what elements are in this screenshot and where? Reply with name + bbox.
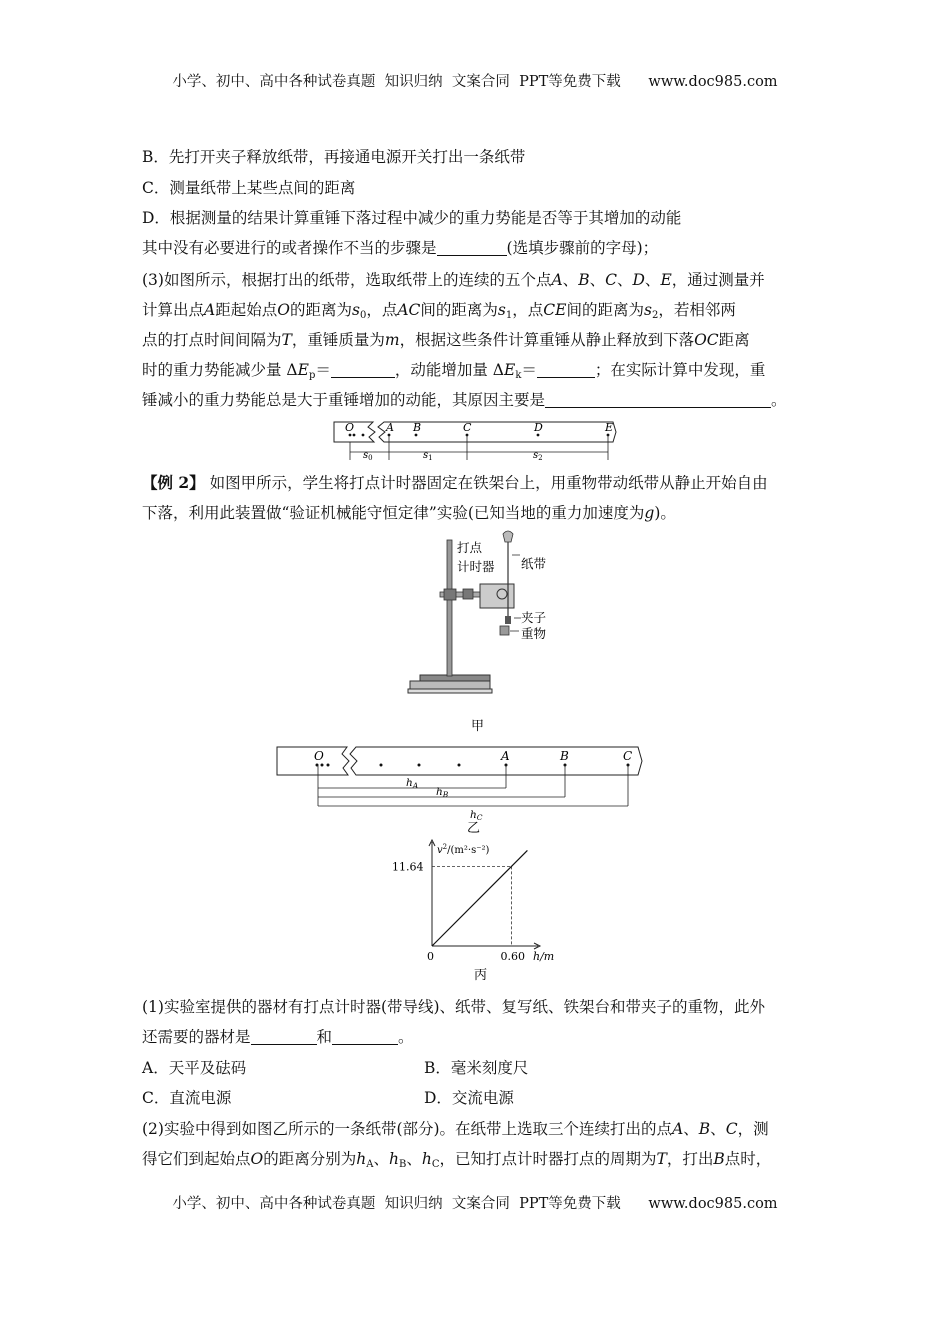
step-c: C．测量纸带上某些点间的距离	[142, 179, 356, 197]
x-tick-label: 0.60	[500, 950, 525, 963]
v2-h-chart	[390, 838, 570, 983]
example2-line-2: 下落，利用此装置做“验证机械能守恒定律”实验(已知当地的重力加速度为g)。	[142, 504, 676, 522]
var: E	[660, 271, 672, 289]
dim-hb: hB	[436, 786, 449, 799]
q1-line-2: 还需要的器材是 和 。	[142, 1028, 414, 1046]
var: A	[551, 271, 563, 289]
q3-line-5: 锤减小的重力势能总是大于重锤增加的动能，其原因主要是 。	[142, 391, 787, 409]
tape1-label-c: C	[463, 421, 472, 434]
ep-blank[interactable]	[331, 362, 395, 379]
option-b: B．毫米刻度尺	[424, 1059, 529, 1077]
paper-tape-figure-1	[330, 418, 625, 462]
var: B	[578, 271, 590, 289]
tape1-label-b: B	[413, 421, 422, 434]
dim-s2: $s_2$	[533, 450, 543, 462]
origin-label: 0	[427, 950, 434, 963]
dim-hc: hC	[470, 809, 483, 822]
example2-line-1: 【例 2】 如图甲所示，学生将打点计时器固定在铁架台上，用重物带动纸带从静止开始自由	[142, 473, 768, 492]
tape2-label-b: B	[560, 749, 569, 763]
caption-bing: 丙	[474, 968, 488, 983]
tape-dot	[362, 434, 365, 437]
apparatus-figure	[400, 530, 560, 735]
label-timer-2: 计时器	[457, 559, 495, 574]
tape-dot	[353, 434, 356, 437]
dim-ha: hA	[406, 777, 419, 790]
tape1-label-a: A	[386, 421, 394, 434]
ek-blank[interactable]	[537, 362, 595, 379]
tape2-label-a: A	[501, 749, 510, 763]
tape1-label-o: O	[345, 421, 355, 434]
caption-jia: 甲	[471, 719, 485, 734]
y-tick-label: 11.64	[392, 860, 424, 874]
caption-yi: 乙	[467, 821, 481, 835]
label-tape: 纸带	[521, 556, 547, 571]
equipment-blank-2[interactable]	[332, 1029, 398, 1046]
tape1-label-e: E	[605, 421, 614, 434]
q1-line-1: (1)实验室提供的器材有打点计时器(带导线)、纸带、复写纸、铁架台和带夹子的重物，此外	[142, 998, 766, 1016]
q3-line-1: (3)如图所示，根据打出的纸带，选取纸带上的连续的五个点A、B、C、D、E，通过测量并	[142, 271, 765, 289]
tape1-label-d: D	[534, 421, 543, 434]
page-header: 小学、初中、高中各种试卷真题 知识归纳 文案合同 PPT等免费下载 www.doc985.com	[172, 74, 778, 90]
option-c: C．直流电源	[142, 1089, 232, 1107]
label-timer-1: 打点	[457, 540, 483, 555]
q3-line-3: 点的打点时间间隔为T，重锤质量为m，根据这些条件计算重锤从静止释放到下落OC距离	[142, 331, 750, 349]
q3-line-2: 计算出点A距起始点O的距离为$s_0$，点AC间的距离为$s_1$，点CE间的距离为$s_2$，若相邻两	[142, 301, 736, 321]
tape-dot	[537, 434, 540, 437]
var: C	[605, 271, 617, 289]
q3-line-4: 时的重力势能减少量 $\Delta E_p=$ ，动能增加量 $\Delta E_k=$ ；在实际计算中发现，重	[142, 361, 766, 381]
step-d: D．根据测量的结果计算重锤下落过程中减少的重力势能是否等于其增加的动能	[142, 209, 682, 227]
x-axis-label: h/m	[533, 950, 555, 963]
y-axis-label: $v^2/(m^2\cdot s^{-2})$	[437, 843, 490, 856]
label-clip: 夹子	[521, 610, 547, 625]
option-d: D．交流电源	[424, 1089, 514, 1107]
q2-text-pre: 其中没有必要进行的或者操作不当的步骤是	[142, 239, 437, 257]
answer-blank[interactable]	[437, 240, 507, 257]
tape2-label-o: O	[314, 749, 324, 763]
data-line	[432, 850, 527, 946]
page-footer: 小学、初中、高中各种试卷真题 知识归纳 文案合同 PPT等免费下载 www.doc985.com	[172, 1196, 778, 1212]
q2-text-post: (选填步骤前的字母)；	[506, 239, 659, 257]
tape2-label-c: C	[623, 749, 633, 763]
reason-blank[interactable]	[545, 392, 771, 409]
step-b: B．先打开夹子释放纸带，再接通电源开关打出一条纸带	[142, 148, 526, 166]
var: D	[632, 271, 645, 289]
example-tag: 【例 2】	[142, 473, 205, 492]
option-a: A．天平及砝码	[142, 1059, 247, 1077]
dim-s0: $s_0$	[363, 450, 373, 462]
dim-s1: $s_1$	[423, 450, 433, 462]
question-2-line	[142, 236, 658, 258]
q2-line-1: (2)实验中得到如图乙所示的一条纸带(部分)。在纸带上选取三个连续打出的点A、B、C，测	[142, 1120, 769, 1138]
text: ，通过测量并	[671, 271, 765, 289]
tape-dot	[415, 434, 418, 437]
equipment-blank-1[interactable]	[251, 1029, 317, 1046]
q2-line-2: 得它们到起始点O的距离分别为$h_A$、$h_B$、$h_C$，已知打点计时器打点的周期为T，打出B点时，	[142, 1150, 772, 1170]
tape-dot	[349, 434, 352, 437]
paper-tape-figure-2	[270, 740, 650, 835]
text: (3)如图所示，根据打出的纸带，选取纸带上的连续的五个点	[142, 271, 552, 289]
label-weight: 重物	[521, 626, 547, 641]
